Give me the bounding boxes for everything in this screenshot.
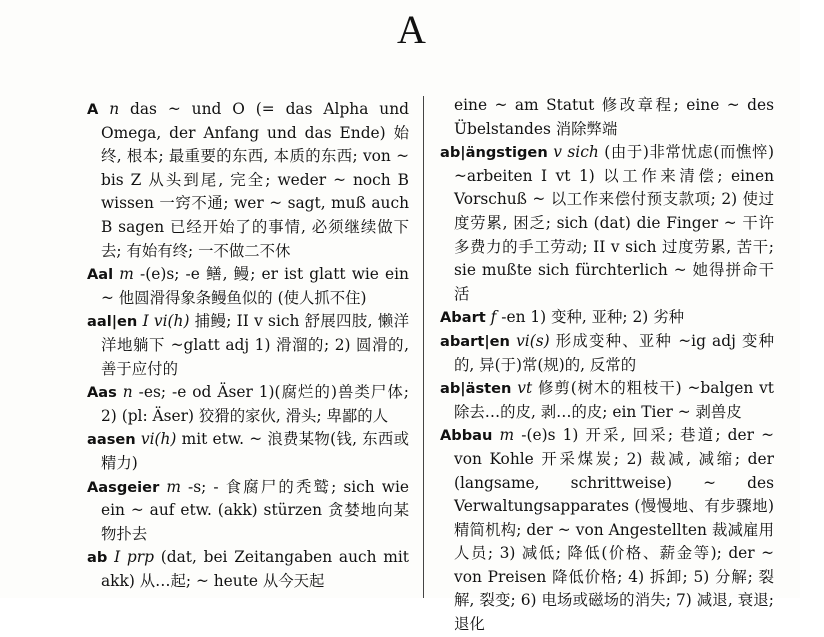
entry-definition: 捕鳗; II v sich 舒展四肢, 懒洋洋地躺下 ~glatt adj 1) 滑溜的; 2) 圆滑的, 善于应付的 bbox=[101, 312, 409, 378]
dictionary-entry bbox=[440, 377, 774, 424]
entry-grammar: m bbox=[499, 426, 515, 445]
entry-headword: Aal bbox=[87, 266, 114, 284]
entry-definition: -s; - 食腐尸的秃鹫; sich wie ein ~ auf etw. (akk) stürzen 贪婪地向某物扑去 bbox=[101, 477, 409, 543]
dictionary-entry bbox=[440, 424, 774, 636]
entry-grammar: m bbox=[119, 265, 134, 284]
entry-definition: -en 1) 变种, 亚种; 2) 劣种 bbox=[501, 308, 684, 327]
entry-headword: ab|ängstigen bbox=[440, 144, 548, 162]
entry-grammar: n bbox=[109, 100, 120, 118]
column-divider bbox=[423, 96, 424, 598]
entry-headword: Aas bbox=[87, 384, 117, 402]
entry-grammar: vt bbox=[517, 379, 533, 398]
dictionary-entry bbox=[440, 141, 774, 306]
entry-grammar: I vi(h) bbox=[142, 312, 190, 331]
entry-headword: ab|ästen bbox=[440, 380, 512, 398]
left-column bbox=[87, 98, 409, 593]
entry-grammar: m bbox=[166, 477, 181, 496]
entry-definition: (由于)非常忧虑(而憔悴) ~arbeiten I vt 1) 以工作来清偿; einen Vorschuß ~ 以工作来偿付预支款项; 2) 使过度劳累, 困乏; sich (dat) die Finger ~ 干许多费力的手工劳动; II v sich 过度劳累, 苦干; sie mußte sich fürchterlich ~ 她得拼命干活 bbox=[454, 143, 774, 303]
dictionary-entry bbox=[87, 98, 409, 263]
dictionary-entry bbox=[440, 330, 774, 377]
dictionary-entry bbox=[440, 306, 774, 330]
entry-definition: das ~ und O (= das Alpha und Omega, der Anfang und das Ende) 始终, 根本; 最重要的东西, 本质的东西; von ~ bis Z 从头到尾, 完全; weder ~ noch B wissen 一窍不通; wer ~ sagt, muß auch B sagen 已经开始了的事情, 必须继续做下去; 有始有终; 一不做二不休 bbox=[101, 100, 409, 260]
entry-headword: ab bbox=[87, 549, 108, 567]
entry-definition: -(e)s; -e 鳝, 鳗; er ist glatt wie ein ~ 他圆滑得象条鳗鱼似的 (使人抓不住) bbox=[101, 265, 409, 307]
entry-headword: Abart bbox=[440, 309, 486, 327]
entry-definition: 修剪(树木的粗枝干) ~balgen vt 除去…的皮, 剥…的皮; ein Tier ~ 剥兽皮 bbox=[454, 379, 774, 421]
entry-headword: abart|en bbox=[440, 332, 510, 350]
entry-headword: aal|en bbox=[87, 313, 138, 331]
entry-grammar: v sich bbox=[553, 143, 599, 162]
entry-definition: 形成变种、亚种 ~ig adj 变种的, 异(于)常(规)的, 反常的 bbox=[454, 331, 774, 374]
entry-definition: (dat, bei Zeitangaben auch mit akk) 从…起; ~ heute 从今天起 bbox=[101, 548, 409, 590]
entry-grammar: vi(h) bbox=[140, 430, 177, 449]
entry-grammar: vi(s) bbox=[516, 331, 550, 350]
entry-definition: -es; -e od Äser 1)(腐烂的)兽类尸体; 2) (pl: Äser) 狡猾的家伙, 滑头; 卑鄙的人 bbox=[101, 383, 409, 425]
entry-grammar: f bbox=[490, 308, 497, 327]
entry-headword: A bbox=[87, 101, 99, 118]
entry-grammar: n bbox=[122, 383, 133, 402]
entry-grammar: I prp bbox=[114, 548, 154, 567]
dictionary-entry bbox=[87, 476, 409, 547]
dictionary-entry bbox=[87, 310, 409, 381]
entry-continuation: eine ~ am Statut 修改章程; eine ~ des Übelstandes 消除弊端 bbox=[454, 96, 774, 138]
dictionary-entry bbox=[87, 428, 409, 475]
entry-headword: Aasgeier bbox=[87, 478, 160, 496]
dictionary-entry bbox=[87, 546, 409, 593]
entry-definition: -(e)s 1) 开采, 回采; 巷道; der ~ von Kohle 开采煤炭; 2) 裁减, 减缩; der (langsame, schrittweise) ~ des Verwaltungsapparates (慢慢地、有步骤地)精简机构; der ~ von Angestellten 裁减雇用人员; 3) 减低; 降低(价格、薪金等); der ~ von Preisen 降低价格; 4) 拆卸; 5) 分解; 裂解, 裂变; 6) 电场或磁场的消失; 7) 减退, 衰退; 退化 bbox=[454, 426, 774, 634]
entry-headword: Abbau bbox=[440, 427, 493, 445]
dictionary-entry bbox=[87, 263, 409, 310]
entry-headword: aasen bbox=[87, 431, 136, 449]
dictionary-entry bbox=[87, 381, 409, 428]
section-letter-heading: A bbox=[397, 7, 427, 52]
right-column bbox=[440, 94, 774, 637]
entry-definition: mit etw. ~ 浪费某物(钱, 东西或精力) bbox=[101, 430, 409, 472]
